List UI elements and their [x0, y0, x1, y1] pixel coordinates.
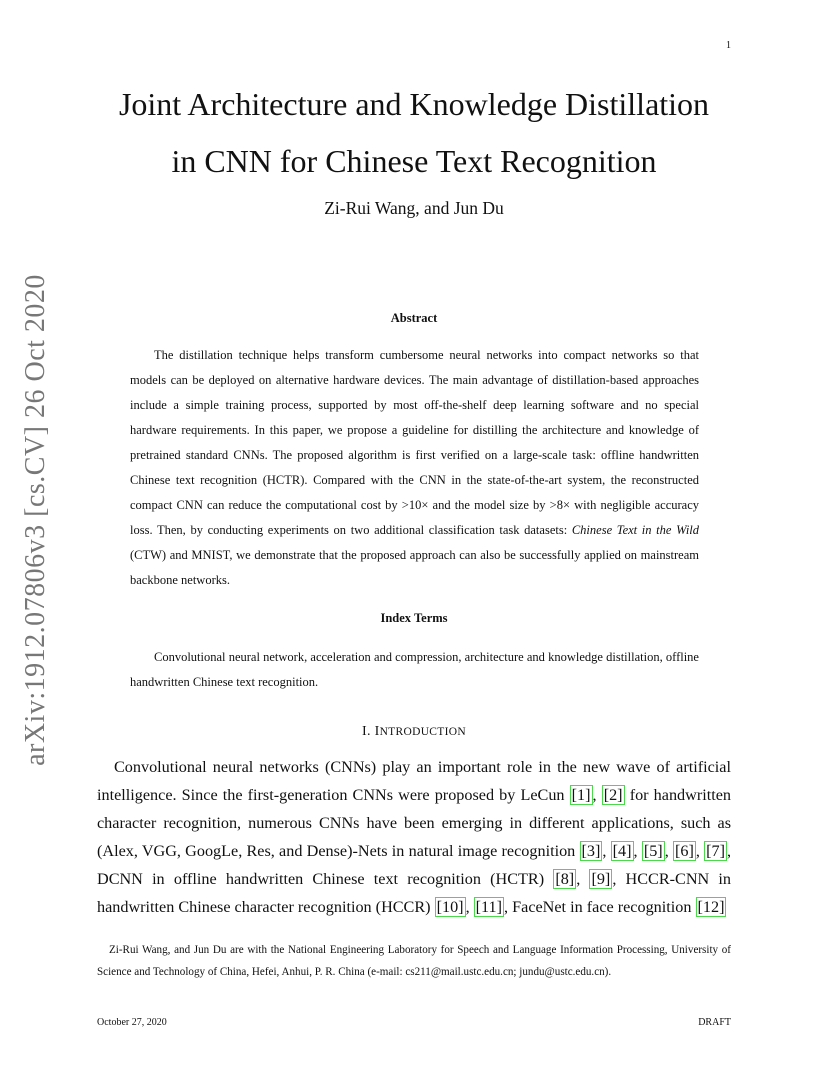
footer-date: October 27, 2020 — [97, 1017, 167, 1028]
footer-draft-label: DRAFT — [698, 1017, 731, 1028]
intro-text: , DCNN in offline handwritten Chinese text recognition (HCTR) — [97, 842, 732, 888]
citation-link[interactable]: [8] — [555, 870, 575, 888]
citation-link[interactable]: [7] — [706, 842, 725, 860]
intro-text: , — [664, 842, 673, 860]
abstract-text — [130, 343, 699, 593]
intro-text: , — [592, 786, 602, 804]
citation-link[interactable]: [1] — [571, 786, 591, 804]
intro-text: , — [633, 842, 642, 860]
intro-text: , — [602, 842, 611, 860]
intro-text: Convolutional neural networks (CNNs) play an important role in the new wave of artificial intelligence. Since the first-generation CNNs were proposed by LeCun — [97, 758, 731, 804]
intro-text: , FaceNet in face recognition — [504, 898, 696, 916]
index-terms-heading: Index Terms — [380, 611, 448, 625]
section-number: I. — [362, 724, 375, 739]
citation-link[interactable]: [10] — [436, 898, 464, 916]
section-title-rest: NTRODUCTION — [379, 726, 466, 738]
paper-title — [0, 76, 828, 190]
citation-link[interactable]: [4] — [612, 842, 632, 860]
intro-text: , — [695, 842, 705, 860]
arxiv-identifier-stamp[interactable]: arXiv:1912.07806v3 [cs.CV] 26 Oct 2020 — [20, 274, 51, 766]
introduction-paragraph — [97, 753, 731, 921]
title-line-1: Joint Architecture and Knowledge Distillation — [118, 86, 710, 122]
index-terms-text: Convolutional neural network, acceleration and compression, architecture and knowledge distillation, offline handwritten Chinese text recognition. — [130, 650, 699, 689]
citation-link[interactable]: [12] — [697, 898, 725, 916]
author-affiliation-footnote: Zi-Rui Wang, and Jun Du are with the National Engineering Laboratory for Speech and Language Information Processing, University of Science and Technology of China, Hefei, Anhui, P. R. China (e-mail: cs211@mail.ustc.edu.cn; jundu@ustc.edu.cn). — [97, 944, 731, 978]
section-heading-introduction — [0, 724, 828, 740]
intro-text: for handwritten character recognition, numerous CNNs have been emerging in different applications, such as (Alex, VGG, GoogLe, Res, and Dense)-Nets in natural image recognition — [97, 786, 732, 860]
intro-text: , — [465, 898, 474, 916]
intro-text: , — [576, 870, 590, 888]
abstract-part-2: (CTW) and MNIST, we demonstrate that the proposed approach can also be successfully applied on mainstream backbone networks. — [130, 548, 699, 587]
author-list: Zi-Rui Wang, and Jun Du — [324, 198, 504, 218]
intro-text: , HCCR-CNN in handwritten Chinese character recognition (HCCR) — [97, 870, 731, 916]
citation-link[interactable]: [2] — [603, 786, 623, 804]
title-line-2: in CNN for Chinese Text Recognition — [171, 143, 657, 179]
citation-link[interactable]: [5] — [643, 842, 663, 860]
citation-link[interactable]: [11] — [475, 898, 503, 916]
abstract-part-1: The distillation technique helps transform cumbersome neural networks into compact networks so that models can be deployed on alternative hardware devices. The main advantage of distillation-based approaches include a simple training process, supported by most off-the-shelf deep learning software and no special hardware requirements. In this paper, we propose a guideline for distilling the architecture and knowledge of pretrained standard CNNs. The proposed algorithm is first verified on a large-scale task: offline handwritten Chinese text recognition (HCTR). Compared with the CNN in the state-of-the-art system, the reconstructed compact CNN can reduce the computational cost by >10× and the model size by >8× with negligible accuracy loss. Then, by conducting experiments on two additional classification task datasets: — [130, 348, 699, 537]
abstract-heading: Abstract — [390, 311, 438, 325]
citation-link[interactable]: [9] — [591, 870, 611, 888]
citation-link[interactable]: [6] — [674, 842, 694, 860]
section-initial: I — [374, 724, 380, 739]
citation-link[interactable]: [3] — [581, 842, 601, 860]
page-number: 1 — [726, 40, 731, 51]
abstract-italic-dataset: Chinese Text in the Wild — [571, 523, 700, 537]
